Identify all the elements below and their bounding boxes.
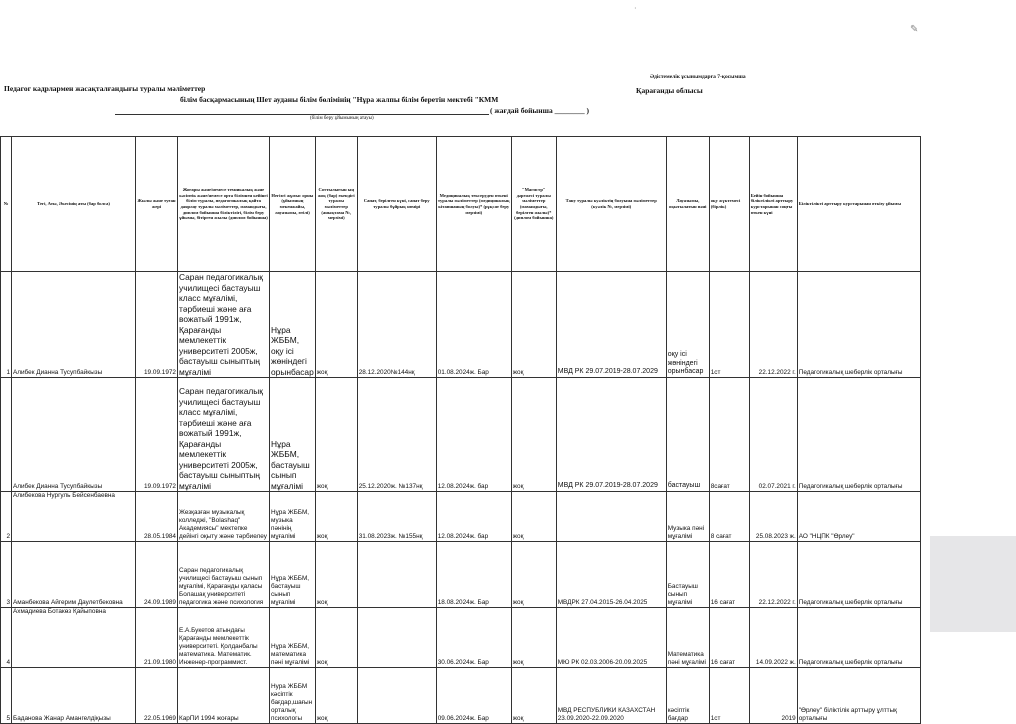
cell-master: жоқ	[511, 542, 556, 608]
cell-position: Бастауыш сынып мұғалімі	[666, 542, 709, 608]
cell-position: оқу ісі жөніндегі орынбасар	[666, 272, 709, 378]
cell-name: Аманбекова Айгерим Даулетбековна	[12, 542, 136, 608]
table-row	[1, 608, 921, 668]
col-header-number: №	[1, 137, 12, 272]
cell-name: Алибек Дианна Тусупбайкызы	[12, 272, 136, 378]
cell-load: 8 сағат	[709, 492, 749, 542]
cell-education: Саран педагогикалық училищесі бастауыш сынып мұғалімі, Қарағанды қаласы Болашақ университеті педагогика және психология	[178, 542, 270, 608]
cell-number: 1	[1, 272, 12, 378]
cell-education: КарПИ 1994 жоғары	[178, 668, 270, 724]
cell-position: кәсіптік бағдар	[666, 668, 709, 724]
col-header-master: "Магистр" дәрежесі туралы мәліметтер (мамандығы, берілген жылы)* (диплом бойынша)	[511, 137, 556, 272]
col-header-course-date: Бейін бойынша біліктілікті арттыру курстарынан соңғы өткен күні	[749, 137, 797, 272]
cell-load: 8сағат	[709, 378, 749, 492]
cell-course-org: "Өрлеу" біліктілік арттыру ұлттық орталығы	[797, 668, 920, 724]
cell-birth: 21.09.1980	[136, 608, 178, 668]
cell-recognition: МЮ РК 02.03.2006-20.09.2025	[556, 608, 666, 668]
cell-workplace: Нұра ЖББМ, оқу ісі жөніндегі орынбасар	[270, 272, 316, 378]
cell-number: 2	[1, 492, 12, 542]
cell-birth: 19.09.1972	[136, 378, 178, 492]
cell-number: 4	[1, 608, 12, 668]
scan-shadow	[930, 536, 1016, 632]
cell-load: 16 сағат	[709, 542, 749, 608]
cell-name: Баданова Жанар Амангелдіқызы	[12, 668, 136, 724]
cell-name: Алибекова Нургуль Бейсенбаевна	[12, 492, 136, 542]
organization-name: білім басқармасының Шет ауданы білім бөлімінің "Нұра жалпы білім беретін мектебі "КММ	[180, 95, 499, 104]
cell-birth: 24.09.1989	[136, 542, 178, 608]
table-row	[1, 542, 921, 608]
cell-education: Саран педагогикалық училищесі бастауыш класс мұғалімі, тәрбиеші және аға вожатый 1991ж, Қарағанды мемлекеттік университеті 2005ж, бастауыш сыныптың мұғалімі	[178, 378, 270, 492]
table-row	[1, 272, 921, 378]
cell-course-date: 2019	[749, 668, 797, 724]
table-row	[1, 492, 921, 542]
cell-course-org: Педагогикалық шеберлік орталығы	[797, 378, 920, 492]
cell-criminal: жоқ	[315, 492, 357, 542]
cell-medical: 18.08.2024ж. Бар	[436, 542, 511, 608]
organization-underline	[115, 114, 489, 115]
cell-certificate	[357, 608, 436, 668]
col-header-load: оқу жүктемесі (бірлік)	[709, 137, 749, 272]
cell-master: жоқ	[511, 608, 556, 668]
col-header-recognition: Тану туралы куәліктің болуына мәліметтер (куәлік №, мерзімі)	[556, 137, 666, 272]
cell-load: 1ст	[709, 272, 749, 378]
cell-birth: 28.05.1984	[136, 492, 178, 542]
cell-course-org: АО "НЦПК "Өрлеу"	[797, 492, 920, 542]
cell-number: 5	[1, 668, 12, 724]
cell-certificate: 25.12.2020ж. №137нқ	[357, 378, 436, 492]
cell-course-date: 25.08.2023 ж.	[749, 492, 797, 542]
status-date-note: ( жағдай бойынша ________ )	[490, 106, 589, 115]
col-header-medical: Медициналық тексеруден өткені туралы мәліметтер (медициналық кітапшаның болуы)* (рұқсат беру мерзімі)	[436, 137, 511, 272]
cell-workplace: Нұра ЖББМ, бастауыш сынып мұғалімі	[270, 378, 316, 492]
appendix-note: Әдістемелік ұсынымдарға 7-қосымша	[650, 74, 746, 80]
cell-criminal: жоқ	[315, 668, 357, 724]
cell-education: Е.А.Букетов атындағы Қарағанды мемлекеттік университеті. Қолданбалы математика. Математик. Инженер-программист.	[178, 608, 270, 668]
col-header-course-org: Біліктілікті арттыру курстарынан өткізу ұйымы	[797, 137, 920, 272]
cell-criminal: жоқ	[315, 542, 357, 608]
scan-speck: ·	[634, 4, 637, 13]
organization-caption: (білім беру ұйымының атауы)	[310, 116, 374, 121]
cell-course-org: Педагогикалық шеберлік орталығы	[797, 542, 920, 608]
cell-course-date: 02.07.2021 г.	[749, 378, 797, 492]
cell-criminal: жоқ	[315, 272, 357, 378]
cell-recognition: МВДРК 27.04.2015-26.04.2025	[556, 542, 666, 608]
cell-master: жоқ	[511, 492, 556, 542]
cell-birth: 22.05.1969	[136, 668, 178, 724]
staff-table	[0, 136, 921, 724]
cell-position: Музыка пәні мұғалімі	[666, 492, 709, 542]
cell-criminal: жоқ	[315, 378, 357, 492]
region-label: Қарағанды облысы	[636, 86, 703, 95]
cell-position: бастауыш	[666, 378, 709, 492]
cell-certificate	[357, 542, 436, 608]
cell-certificate: 28.12.2020№144нқ	[357, 272, 436, 378]
cell-workplace: Нұра ЖББМ, бастауыш сынып мұғалімі	[270, 542, 316, 608]
cell-education: Жезқазған музыкалық колледжі, "Bolashaq" Академиясы" мектепке дейінгі оқыту және тәрбиелеу	[178, 492, 270, 542]
cell-master: жоқ	[511, 378, 556, 492]
cell-load: 1ст	[709, 668, 749, 724]
cell-recognition: МВД РК 29.07.2019-28.07.2029	[556, 378, 666, 492]
cell-medical: 30.06.2024ж. Бар	[436, 608, 511, 668]
cell-education: Саран педагогикалық училищесі бастауыш класс мұғалімі, тәрбиеші және аға вожатый 1991ж, Қарағанды мемлекеттік университеті 2005ж, бастауыш сыныптың мұғалімі	[178, 272, 270, 378]
col-header-certificate: Сапат, берілген күні, сапат беру туралы бұйрық нөмірі	[357, 137, 436, 272]
cell-certificate	[357, 668, 436, 724]
col-header-criminal: Соттылығын ың жоқ (бар) екендігі туралы мәліметтер (анықтама №, мерзімі)	[315, 137, 357, 272]
cell-course-date: 22.12.2022 г.	[749, 272, 797, 378]
cell-medical: 12.08.2024ж. бар	[436, 492, 511, 542]
col-header-workplace: Негізгі жұмыс орны (ұйымның мекенжайы, лауазымы, өтілі)	[270, 137, 316, 272]
cell-medical: 12.08.2024ж. бар	[436, 378, 511, 492]
cell-load: 16 сағат	[709, 608, 749, 668]
cell-master: жоқ	[511, 272, 556, 378]
cell-workplace: Нұра ЖББМ, математика пәні мұғалімі	[270, 608, 316, 668]
table-header-row	[1, 137, 921, 272]
cell-medical: 09.06.2024ж. Бар	[436, 668, 511, 724]
col-header-name: Тегі, Аты, Әкесінің аты (бар болса)	[12, 137, 136, 272]
col-header-education: Жоғары және/немесе техникалық және кәсіптік және/немесе орта білімнен кейінгі білім туралы, педагогикалық қайта даярлау туралы мәліметтер, мамандығы, диплом бойынша біліктілігі, білім беру ұйымы, бітірген жылы (диплом бойынша)	[178, 137, 270, 272]
cell-course-date: 14.09.2022 ж.	[749, 608, 797, 668]
col-header-birth: Жылы және туған жері	[136, 137, 178, 272]
cell-medical: 01.08.2024ж. Бар	[436, 272, 511, 378]
table-row	[1, 378, 921, 492]
cell-master: жоқ	[511, 668, 556, 724]
cell-workplace: Нура ЖББМ кәсіптік бағдар,шағын орталық психологы	[270, 668, 316, 724]
cell-workplace: Нұра ЖББМ, музыка пәнінің мұғалімі	[270, 492, 316, 542]
cell-course-org: Педагогикалық шеберлік орталығы	[797, 608, 920, 668]
table-row	[1, 668, 921, 724]
cell-course-org: Педагогикалық шеберлік орталығы	[797, 272, 920, 378]
document-title: Педагог кадрлармен жасақталғандығы туралы мәліметтер	[4, 84, 206, 93]
cell-number	[1, 378, 12, 492]
cell-recognition: МВД РК 29.07.2019-28.07.2029	[556, 272, 666, 378]
cell-certificate: 31.08.2023ж. №155нқ	[357, 492, 436, 542]
cell-recognition: МВД РЕСПУБЛИКИ КАЗАХСТАН 23.09.2020-22.09.2020	[556, 668, 666, 724]
col-header-position: Лауазымы, оқытылатын пәні	[666, 137, 709, 272]
cell-course-date: 22.12.2022 г.	[749, 542, 797, 608]
cell-criminal: жоқ	[315, 608, 357, 668]
cell-recognition	[556, 492, 666, 542]
cell-number: 3	[1, 542, 12, 608]
cell-position: Математика пәні мұғалімі	[666, 608, 709, 668]
cell-birth: 19.09.1972	[136, 272, 178, 378]
pen-mark: ✎	[910, 24, 919, 35]
cell-name: Алибек Дианна Тусупбайкызы	[12, 378, 136, 492]
cell-name: Ахмадиева Ботакөз Қайыповна	[12, 608, 136, 668]
